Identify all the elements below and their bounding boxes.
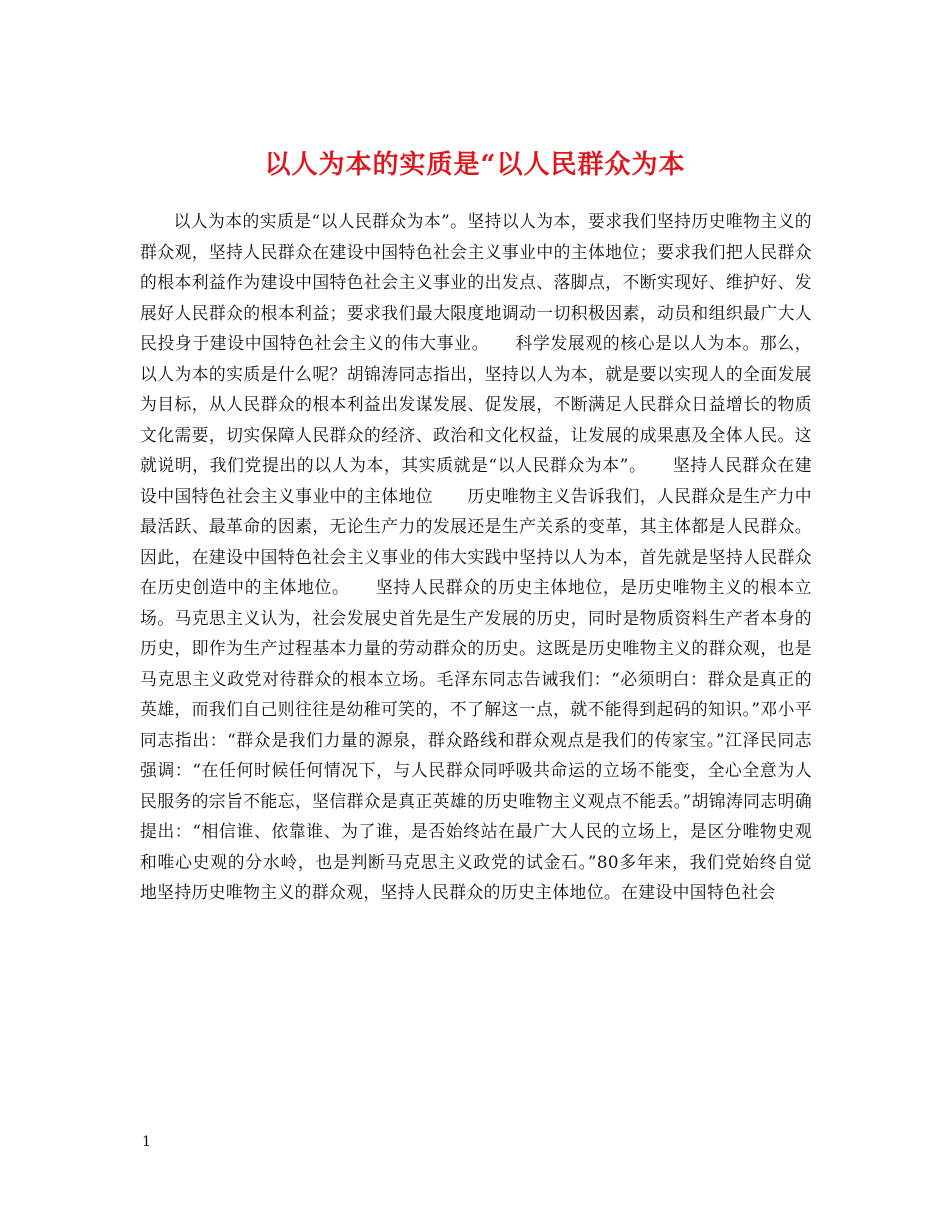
document-body (140, 206, 812, 908)
body-paragraph: 以人为本的实质是“以人民群众为本”。坚持以人为本，要求我们坚持历史唯物主义的群众观，坚持人民群众在建设中国特色社会主义事业中的主体地位；要求我们把人民群众的根本利益作为建设中国特色社会主义事业的出发点、落脚点，不断实现好、维护好、发展好人民群众的根本利益；要求我们最大限度地调动一切积极因素，动员和组织最广大人民投身于建设中国特色社会主义的伟大事业。 科学发展观的核心是以人为本。那么，以人为本的实质是什么呢？胡锦涛同志指出，坚持以人为本，就是要以实现人的全面发展为目标，从人民群众的根本利益出发谋发展、促发展，不断满足人民群众日益增长的物质文化需要，切实保障人民群众的经济、政治和文化权益，让发展的成果惠及全体人民。这就说明，我们党提出的以人为本，其实质就是“以人民群众为本”。 坚持人民群众在建设中国特色社会主义事业中的主体地位 历史唯物主义告诉我们，人民群众是生产力中最活跃、最革命的因素，无论生产力的发展还是生产关系的变革，其主体都是人民群众。因此，在建设中国特色社会主义事业的伟大实践中坚持以人为本，首先就是坚持人民群众在历史创造中的主体地位。 坚持人民群众的历史主体地位，是历史唯物主义的根本立场。马克思主义认为，社会发展史首先是生产发展的历史，同时是物质资料生产者本身的历史，即作为生产过程基本力量的劳动群众的历史。这既是历史唯物主义的群众观，也是马克思主义政党对待群众的根本立场。毛泽东同志告诫我们：“必须明白：群众是真正的英雄，而我们自己则往往是幼稚可笑的，不了解这一点，就不能得到起码的知识。”邓小平同志指出：“群众是我们力量的源泉，群众路线和群众观点是我们的传家宝。”江泽民同志强调：“在任何时候任何情况下，与人民群众同呼吸共命运的立场不能变，全心全意为人民服务的宗旨不能忘，坚信群众是真正英雄的历史唯物主义观点不能丢。”胡锦涛同志明确提出：“相信谁、依靠谁、为了谁，是否始终站在最广大人民的立场上，是区分唯物史观和唯心史观的分水岭，也是判断马克思主义政党的试金石。”80多年来，我们党始终自觉地坚持历史唯物主义的群众观，坚持人民群众的历史主体地位。在建设中国特色社会 (140, 211, 812, 902)
page-number: 1 (142, 1134, 151, 1150)
document-title: 以人为本的实质是“以人民群众为本 (264, 150, 686, 181)
